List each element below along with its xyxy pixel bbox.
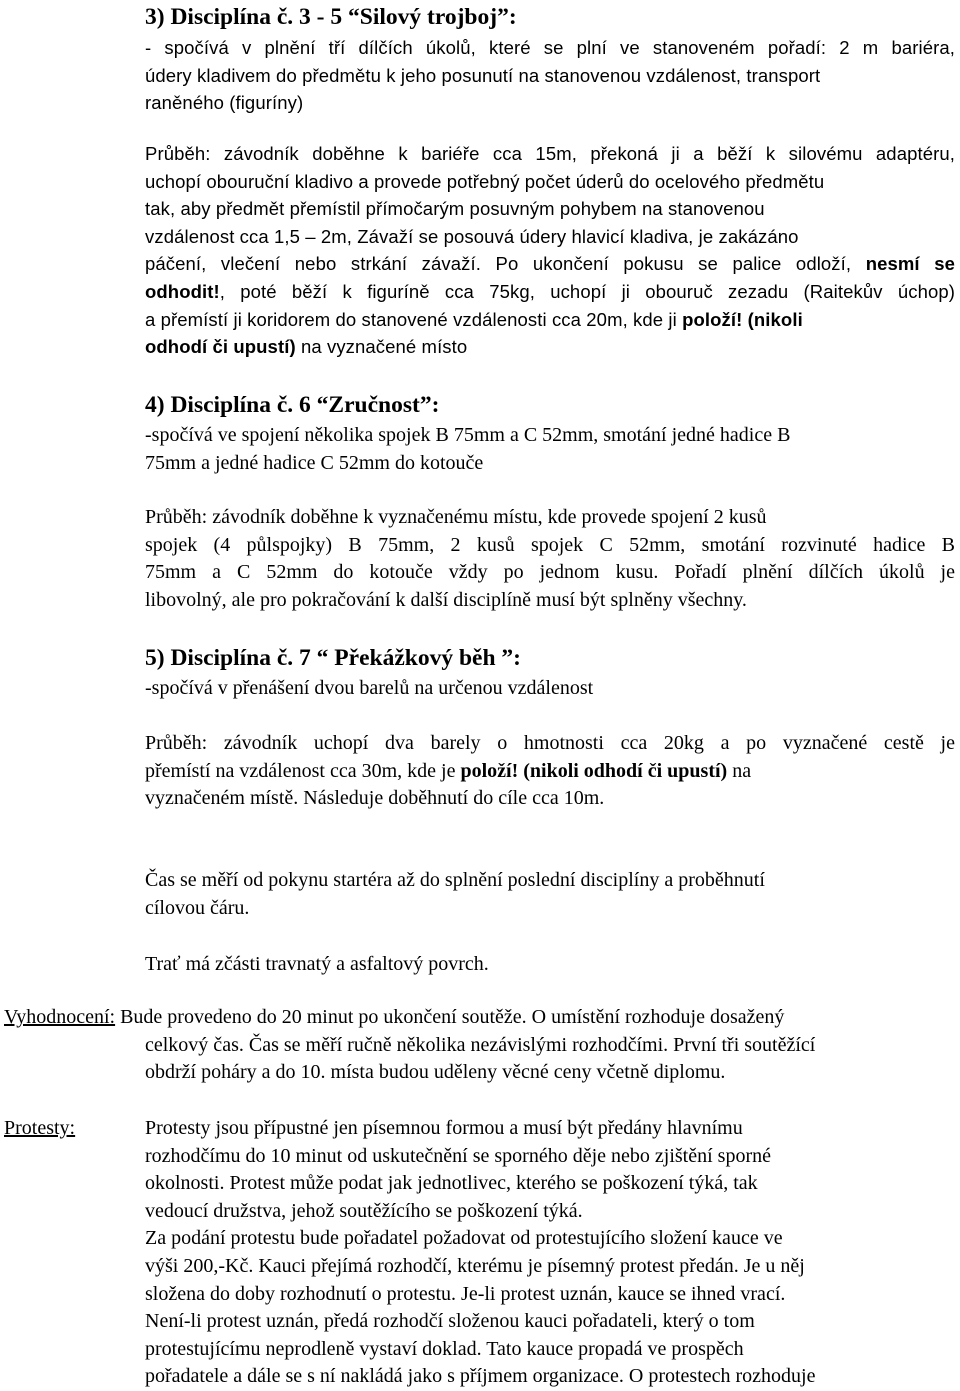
text-line: rozhodčímu do 10 minut od uskutečnění se sporného děje nebo zjištění sporné — [145, 1144, 771, 1167]
text-line: cílovou čáru. — [145, 896, 250, 919]
text-line: údery kladivem do předmětu k jeho posunutí na stanovenou vzdálenost, transport — [145, 64, 821, 86]
text-line: Protesty jsou přípustné jen písemnou formou a musí být předány hlavnímu — [145, 1117, 743, 1139]
text-line: protestujícímu neprodleně vystaví doklad. Tato kauce propadá ve prospěch — [145, 1337, 744, 1360]
text-line: -spočívá v přenášení dvou barelů na určenou vzdálenost — [145, 677, 594, 699]
text-line: páčení, vlečení nebo strkání závaží. Po ukončení pokusu se palice odloží, nesmí se — [145, 253, 955, 275]
text-line: Průběh: závodník doběhne k bariéře cca 15m, překoná ji a běží k silovému adaptéru, — [145, 143, 955, 164]
text-line: vedoucí družstva, jehož soutěžícího se poškození týká. — [145, 1199, 583, 1222]
section-4 — [145, 388, 955, 477]
protests-label-block — [4, 1115, 75, 1143]
text-line: - spočívá v plnění tří dílčích úkolů, které se plní ve stanoveném pořadí: 2 m bariéra, — [145, 37, 955, 58]
text-line: 75mm a jedné hadice C 52mm do kotouče — [145, 451, 484, 474]
section-3-description — [145, 34, 955, 117]
section-5-course — [145, 730, 955, 813]
evaluation-label: Vyhodnocení: — [4, 1006, 116, 1028]
text-line: Trať má zčásti travnatý a asfaltový povrch. — [145, 953, 489, 975]
text-line: okolnosti. Protest může podat jak jednotlivec, kterého se poškození týká, tak — [145, 1172, 758, 1195]
text-line: odhodí či upustí) na vyznačené místo — [145, 336, 468, 358]
text-line: Průběh: závodník doběhne k vyznačenému místu, kde provede spojení 2 kusů — [145, 506, 767, 528]
section-3 — [145, 0, 955, 117]
surface-note — [145, 951, 955, 979]
text-line: spojek (4 půlspojky) B 75mm, 2 kusů spojek C 52mm, smotání rozvinuté hadice B — [145, 533, 955, 556]
text-line: vzdálenost cca 1,5 – 2m, Závaží se posouvá údery hlavicí kladiva, je zakázáno — [145, 225, 799, 247]
section-3-heading: 3) Disciplína č. 3 - 5 “Silový trojboj”: — [145, 4, 517, 30]
text-line: pořadatele a dále se s ní nakládá jako s příjmem organizace. O protestech rozhoduje — [145, 1365, 816, 1388]
evaluation-block — [4, 1004, 955, 1087]
text-line: tak, aby předmět přemístil přímočarým posuvným pohybem na stanovenou — [145, 198, 765, 220]
text-line: vyznačeném místě. Následuje doběhnutí do cíle cca 10m. — [145, 787, 605, 810]
section-4-heading: 4) Disciplína č. 6 “Zručnost”: — [145, 392, 440, 418]
section-5-heading: 5) Disciplína č. 7 “ Překážkový běh ”: — [145, 645, 521, 671]
text-line: složena do doby rozhodnutí o protestu. Je-li protest uznán, kauce se ihned vrací. — [145, 1282, 786, 1305]
text-line: raněného (figuríny) — [145, 92, 304, 114]
section-3-course — [145, 140, 955, 361]
text-line: uchopí obouruční kladivo a provede potřebný počet úderů do ocelového předmětu — [145, 170, 825, 192]
protests-block — [145, 1115, 955, 1391]
text-line: přemístí na vzdálenost cca 30m, kde je položí! (nikoli odhodí či upustí) na — [145, 759, 752, 782]
text-line: výši 200,-Kč. Kauci přejímá rozhodčí, kterému je písemný protest předán. Je u něj — [145, 1254, 805, 1277]
protests-label: Protesty: — [4, 1117, 76, 1139]
text-line: obdrží poháry a do 10. místa budou uděleny věcné ceny včetně diplomu. — [145, 1061, 726, 1084]
text-line: Není-li protest uznán, předá rozhodčí složenou kauci pořadateli, který o tom — [145, 1310, 755, 1333]
text-line: Čas se měří od pokynu startéra až do splnění poslední disciplíny a proběhnutí — [145, 869, 765, 891]
section-4-course — [145, 504, 955, 614]
text-line: a přemístí ji koridorem do stanovené vzdálenosti cca 20m, kde ji položí! (nikoli — [145, 308, 803, 330]
timing-block — [145, 867, 955, 922]
text-line: Za podání protestu bude pořadatel požadovat od protestujícího složení kauce ve — [145, 1227, 783, 1250]
text-line: celkový čas. Čas se měří ručně několika nezávislými rozhodčími. První tři soutěžící — [145, 1033, 816, 1056]
text-line: Průběh: závodník uchopí dva barely o hmotnosti cca 20kg a po vyznačené cestě je — [145, 732, 955, 754]
section-5 — [145, 641, 955, 703]
text-line: -spočívá ve spojení několika spojek B 75mm a C 52mm, smotání jedné hadice B — [145, 424, 791, 446]
text-line: 75mm a C 52mm do kotouče vždy po jednom kusu. Pořadí plnění dílčích úkolů je — [145, 561, 955, 584]
text-line: Vyhodnocení: Bude provedeno do 20 minut po ukončení soutěže. O umístění rozhoduje dosažený — [4, 1006, 785, 1028]
text-line: odhodit!, poté běží k figuríně cca 75kg, uchopí ji obouruč zezadu (Raitekův úchop) — [145, 280, 955, 302]
text-line: libovolný, ale pro pokračování k další disciplíně musí být splněny všechny. — [145, 588, 747, 611]
